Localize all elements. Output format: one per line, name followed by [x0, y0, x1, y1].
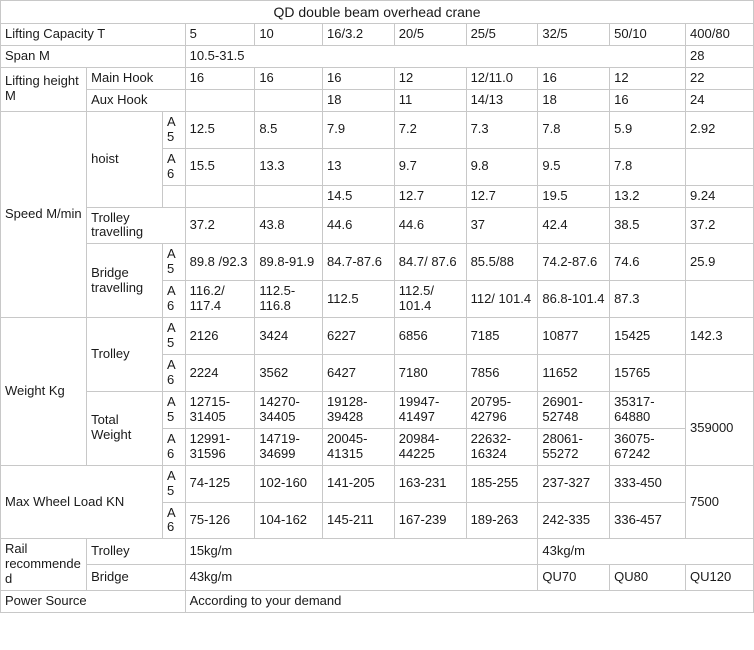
speed-bridge-a6-value: 87.3 — [610, 281, 686, 318]
wheel-load-a6-value: 336-457 — [610, 502, 686, 539]
lift-height-main-value: 12 — [610, 67, 686, 89]
speed-bridge-a6-value: 116.2/ 117.4 — [185, 281, 255, 318]
row-rail-bridge — [1, 565, 754, 591]
speed-trolley-value: 37.2 — [686, 207, 754, 244]
duty-class-a6: A6 — [163, 428, 186, 465]
speed-bridge-a6-value: 112.5 — [323, 281, 395, 318]
weight-trolley-a6-value: 11652 — [538, 355, 610, 392]
speed-hoist-main-a6-value: 15.5 — [185, 148, 255, 185]
wheel-load-a6-value: 75-126 — [185, 502, 255, 539]
power-source-value: According to your demand — [185, 591, 753, 613]
speed-hoist-aux-value: 12.7 — [466, 185, 538, 207]
weight-total-a6-value: 22632-16324 — [466, 428, 538, 465]
speed-bridge-a5-value: 74.6 — [610, 244, 686, 281]
wheel-load-a5-value: 74-125 — [185, 465, 255, 502]
rail-trolley-right-value: 43kg/m — [538, 539, 754, 565]
weight-total-a5-value: 35317-64880 — [610, 391, 686, 428]
weight-total-a5-value: 14270-34405 — [255, 391, 323, 428]
lift-height-main-value: 22 — [686, 67, 754, 89]
label-lifting-height: Lifting height M — [1, 67, 87, 111]
lift-height-aux-value: 14/13 — [466, 89, 538, 111]
span-last: 28 — [686, 46, 754, 68]
row-lifting-height-main — [1, 67, 754, 89]
wheel-load-a6-value: 167-239 — [394, 502, 466, 539]
speed-bridge-a6-value — [686, 281, 754, 318]
lift-height-aux-value — [185, 89, 255, 111]
wheel-load-a5-value: 141-205 — [323, 465, 395, 502]
label-weight-trolley: Trolley — [87, 318, 163, 392]
weight-trolley-a6-value: 6427 — [323, 355, 395, 392]
row-power-source — [1, 591, 754, 613]
duty-class-a5: A5 — [163, 465, 186, 502]
weight-total-a6-value: 20984-44225 — [394, 428, 466, 465]
speed-hoist-main-a5-value: 7.9 — [323, 111, 395, 148]
wheel-load-a6-value: 104-162 — [255, 502, 323, 539]
lift-height-main-value: 16 — [185, 67, 255, 89]
speed-hoist-main-a5-value: 7.8 — [538, 111, 610, 148]
rail-bridge-50-10-value: QU80 — [610, 565, 686, 591]
capacity-value: 5 — [185, 24, 255, 46]
label-rail-bridge: Bridge — [87, 565, 185, 591]
capacity-value: 32/5 — [538, 24, 610, 46]
speed-hoist-main-a6-value: 9.5 — [538, 148, 610, 185]
speed-trolley-value: 44.6 — [323, 207, 395, 244]
wheel-load-a5-value: 237-327 — [538, 465, 610, 502]
speed-trolley-value: 44.6 — [394, 207, 466, 244]
row-weight-total-a5 — [1, 391, 754, 428]
weight-total-a5-value: 19947-41497 — [394, 391, 466, 428]
hoist-aux-hook-blank — [163, 185, 186, 207]
lift-height-aux-value — [255, 89, 323, 111]
row-speed-trolley — [1, 207, 754, 244]
capacity-value: 25/5 — [466, 24, 538, 46]
rail-bridge-32-5-value: QU70 — [538, 565, 610, 591]
speed-hoist-main-a5-value: 2.92 — [686, 111, 754, 148]
speed-hoist-aux-value: 9.24 — [686, 185, 754, 207]
speed-bridge-a6-value: 112/ 101.4 — [466, 281, 538, 318]
duty-class-a5: A5 — [163, 111, 186, 148]
speed-hoist-main-a5-value: 7.2 — [394, 111, 466, 148]
lift-height-aux-value: 16 — [610, 89, 686, 111]
lift-height-main-value: 16 — [255, 67, 323, 89]
weight-trolley-a5-value: 142.3 — [686, 318, 754, 355]
label-max-wheel-load: Max Wheel Load KN — [1, 465, 163, 539]
weight-trolley-a5-value: 6856 — [394, 318, 466, 355]
weight-trolley-a5-value: 6227 — [323, 318, 395, 355]
label-rail-recommended: Rail recommended — [1, 539, 87, 591]
speed-bridge-a6-value: 112.5-116.8 — [255, 281, 323, 318]
weight-total-a6-value: 28061-55272 — [538, 428, 610, 465]
lift-height-main-value: 16 — [323, 67, 395, 89]
speed-trolley-value: 42.4 — [538, 207, 610, 244]
duty-class-a5: A5 — [163, 244, 186, 281]
lift-height-aux-value: 11 — [394, 89, 466, 111]
speed-hoist-aux-value: 14.5 — [323, 185, 395, 207]
speed-bridge-a5-value: 74.2-87.6 — [538, 244, 610, 281]
weight-trolley-a6-value — [686, 355, 754, 392]
speed-hoist-main-a5-value: 5.9 — [610, 111, 686, 148]
speed-bridge-a5-value: 84.7/ 87.6 — [394, 244, 466, 281]
weight-trolley-a5-value: 15425 — [610, 318, 686, 355]
table-title-row — [1, 1, 754, 24]
duty-class-a6: A6 — [163, 148, 186, 185]
speed-hoist-main-a6-value: 7.8 — [610, 148, 686, 185]
speed-bridge-a5-value: 85.5/88 — [466, 244, 538, 281]
speed-hoist-main-a6-value: 13.3 — [255, 148, 323, 185]
weight-trolley-a6-value: 7180 — [394, 355, 466, 392]
lift-height-aux-value: 18 — [323, 89, 395, 111]
lift-height-aux-value: 24 — [686, 89, 754, 111]
weight-total-a5-value: 19128-39428 — [323, 391, 395, 428]
wheel-load-a6-value: 189-263 — [466, 502, 538, 539]
weight-total-a6-value: 12991-31596 — [185, 428, 255, 465]
speed-bridge-a6-value: 86.8-101.4 — [538, 281, 610, 318]
label-lifting-capacity: Lifting Capacity T — [1, 24, 186, 46]
row-lifting-height-aux — [1, 89, 754, 111]
lift-height-main-value: 16 — [538, 67, 610, 89]
row-speed-hoist-main-a5 — [1, 111, 754, 148]
weight-total-a5-value: 20795-42796 — [466, 391, 538, 428]
span-range: 10.5-31.5 — [185, 46, 685, 68]
row-speed-bridge-a5 — [1, 244, 754, 281]
label-aux-hook: Aux Hook — [87, 89, 185, 111]
row-max-wheel-load-a5 — [1, 465, 754, 502]
label-span: Span M — [1, 46, 186, 68]
label-hoist: hoist — [87, 111, 163, 207]
duty-class-a5: A5 — [163, 318, 186, 355]
speed-trolley-value: 38.5 — [610, 207, 686, 244]
speed-hoist-aux-value: 13.2 — [610, 185, 686, 207]
wheel-load-a5-value: 163-231 — [394, 465, 466, 502]
speed-bridge-a5-value: 89.8 /92.3 — [185, 244, 255, 281]
speed-hoist-aux-value — [255, 185, 323, 207]
lift-height-aux-value: 18 — [538, 89, 610, 111]
rail-bridge-400-80-value: QU120 — [686, 565, 754, 591]
rail-bridge-left-value: 43kg/m — [185, 565, 538, 591]
label-weight: Weight Kg — [1, 318, 87, 466]
weight-trolley-a5-value: 3424 — [255, 318, 323, 355]
row-rail-trolley — [1, 539, 754, 565]
speed-hoist-aux-value — [185, 185, 255, 207]
label-total-weight: Total Weight — [87, 391, 163, 465]
speed-bridge-a6-value: 112.5/ 101.4 — [394, 281, 466, 318]
capacity-value: 400/80 — [686, 24, 754, 46]
label-trolley-travelling: Trolley travelling — [87, 207, 185, 244]
capacity-value: 50/10 — [610, 24, 686, 46]
speed-hoist-aux-value: 19.5 — [538, 185, 610, 207]
speed-hoist-main-a6-value: 9.7 — [394, 148, 466, 185]
lift-height-main-value: 12 — [394, 67, 466, 89]
wheel-load-a5-value: 185-255 — [466, 465, 538, 502]
speed-hoist-main-a6-value — [686, 148, 754, 185]
duty-class-a5: A5 — [163, 391, 186, 428]
wheel-load-a5-value: 333-450 — [610, 465, 686, 502]
weight-total-a5-value: 26901-52748 — [538, 391, 610, 428]
label-main-hook: Main Hook — [87, 67, 185, 89]
label-rail-trolley: Trolley — [87, 539, 185, 565]
row-span — [1, 46, 754, 68]
capacity-value: 16/3.2 — [323, 24, 395, 46]
wheel-load-a6-value: 145-211 — [323, 502, 395, 539]
duty-class-a6: A6 — [163, 502, 186, 539]
weight-total-a5-value: 12715-31405 — [185, 391, 255, 428]
row-weight-trolley-a5 — [1, 318, 754, 355]
speed-bridge-a5-value: 84.7-87.6 — [323, 244, 395, 281]
label-bridge-travelling: Bridge travelling — [87, 244, 163, 318]
wheel-load-a5-value: 7500 — [686, 465, 754, 539]
speed-trolley-value: 37.2 — [185, 207, 255, 244]
row-lifting-capacity — [1, 24, 754, 46]
speed-bridge-a5-value: 25.9 — [686, 244, 754, 281]
label-speed: Speed M/min — [1, 111, 87, 317]
weight-trolley-a5-value: 10877 — [538, 318, 610, 355]
weight-total-a6-value: 14719-34699 — [255, 428, 323, 465]
lift-height-main-value: 12/11.0 — [466, 67, 538, 89]
speed-bridge-a5-value: 89.8-91.9 — [255, 244, 323, 281]
weight-trolley-a6-value: 3562 — [255, 355, 323, 392]
weight-total-a6-value: 36075-67242 — [610, 428, 686, 465]
speed-hoist-main-a5-value: 12.5 — [185, 111, 255, 148]
wheel-load-a5-value: 102-160 — [255, 465, 323, 502]
duty-class-a6: A6 — [163, 281, 186, 318]
weight-total-a5-value: 359000 — [686, 391, 754, 465]
duty-class-a6: A6 — [163, 355, 186, 392]
capacity-value: 20/5 — [394, 24, 466, 46]
speed-hoist-main-a5-value: 8.5 — [255, 111, 323, 148]
speed-hoist-aux-value: 12.7 — [394, 185, 466, 207]
label-power-source: Power Source — [1, 591, 186, 613]
page-title: QD double beam overhead crane — [1, 1, 754, 24]
weight-trolley-a5-value: 7185 — [466, 318, 538, 355]
speed-hoist-main-a6-value: 9.8 — [466, 148, 538, 185]
weight-trolley-a6-value: 7856 — [466, 355, 538, 392]
weight-trolley-a6-value: 15765 — [610, 355, 686, 392]
capacity-value: 10 — [255, 24, 323, 46]
weight-total-a6-value: 20045-41315 — [323, 428, 395, 465]
rail-trolley-left-value: 15kg/m — [185, 539, 538, 565]
speed-trolley-value: 37 — [466, 207, 538, 244]
weight-trolley-a6-value: 2224 — [185, 355, 255, 392]
speed-trolley-value: 43.8 — [255, 207, 323, 244]
speed-hoist-main-a5-value: 7.3 — [466, 111, 538, 148]
speed-hoist-main-a6-value: 13 — [323, 148, 395, 185]
wheel-load-a6-value: 242-335 — [538, 502, 610, 539]
weight-trolley-a5-value: 2126 — [185, 318, 255, 355]
